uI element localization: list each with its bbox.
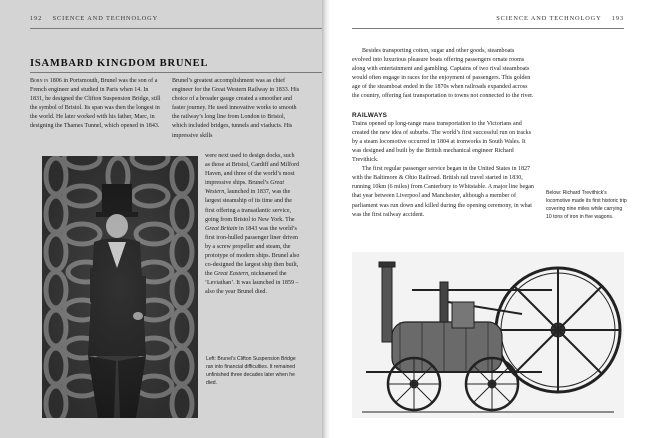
intro-text: in Portsmouth, Brunel was the son of a French engineer and studied in Paris when 14. In 1831, he designed the Clifton Suspension Bridge, still the symbol of Bristol. Its span was then the longest in the world. He later worked with his father, Marc, in designing the Thames Tunnel, which opened in 1843. — [30, 78, 161, 130]
locomotive-illustration-icon — [352, 252, 624, 418]
left-running-head — [30, 15, 158, 22]
right-header-rule — [352, 28, 624, 29]
book-gutter-shadow — [322, 0, 330, 438]
brunel-chains-photo-icon — [42, 156, 198, 418]
ships-text-3: in 1843 was the world’s first iron-hulled passenger liner driven by a screw propeller and steam, the prototype of modern ships. Brunel also co-designed the largest ship then built, the — [205, 225, 300, 278]
ships-text-4: , nicknamed the ‘Leviathan’. It was launched in 1859 – also the year Brunel died. — [205, 271, 299, 296]
railways-paragraph-2: The first regular passenger service began in the United States in 1827 with the Baltimore & Ohio Railroad. British rail travel started in 1830, running 10km (6 miles) from Canterbury to Whitstable. A major line began that year between Liverpool and Manchester, although a member of parliament was run down and killed during the opening ceremony, in what was the first railway accident. — [352, 166, 534, 218]
ships-text-2: , launched in 1837, was the largest steamship of its time and the first offering a transatlantic service, going from Bristol to New York. The — [205, 189, 295, 223]
right-engraving-caption: Below: Richard Trevithick’s locomotive made its first historic trip covering nine miles while carrying 10 tons of iron in five wagons. — [546, 190, 627, 220]
right-column — [352, 47, 534, 220]
railways-subhead: RAILWAYS — [352, 111, 388, 119]
section-title: ISAMBARD KINGDOM BRUNEL — [30, 58, 209, 69]
railways-paragraph-1: Trains opened up long-range mass transportation to the Victorians and created the new idea of suburbs. The world’s first successful run on tracks by a steam locomotive occurred in 1804 at ironworks in South Wales. It was designed and built by the British mechanical engineer Richard Trevithick. — [352, 120, 532, 164]
brunel-ships-paragraph — [205, 152, 301, 298]
left-photo-caption: Left: Brunel’s Clifton Suspension Bridge ran into financial difficulties. It remained unfinished three decades later when he died. — [206, 356, 296, 386]
right-running-head — [496, 15, 624, 22]
left-running-head-text: SCIENCE AND TECHNOLOGY — [52, 15, 159, 22]
left-page-number: 192 — [30, 15, 43, 22]
ship-name-great-eastern: Great Eastern — [213, 271, 249, 278]
left-column-2 — [172, 77, 300, 141]
right-page-number: 193 — [611, 15, 624, 22]
intro-smallcaps: Born in 1806 — [30, 78, 62, 84]
brunel-photograph — [42, 156, 198, 418]
ships-text-1: were next used to design docks, such as those at Bristol, Cardiff and Milford Haven, and three of the world’s most impressive ships. Brunel’s — [205, 153, 300, 187]
left-column-1 — [30, 77, 162, 132]
left-column-2-continued — [205, 152, 301, 298]
brunel-accomplishment-paragraph: Brunel’s greatest accomplishment was as chief engineer for the Great Western Railway in 1833. His choice of a broader gauge created a smoother and faster journey. He used innovative works to smooth the railway’s long line from London to Bristol, which included bridges, tunnels and viaducts. His impressive skills — [172, 78, 300, 139]
right-running-head-text: SCIENCE AND TECHNOLOGY — [496, 15, 602, 22]
trevithick-locomotive-engraving — [352, 252, 624, 418]
steamboat-paragraph: Besides transporting cotton, sugar and other goods, steamboats evolved into luxurious pleasure boats offering passengers ornate rooms along with entertainment and gambling. Captains of two rival steamboats would often engage in races for the enjoyment of passengers. This golden age of the steamboat ended in the 1870s when railroads expanded across the country, offering fast transportation to towns not connected to the river. — [352, 48, 534, 100]
ship-name-great-britain: Great Britain — [205, 225, 238, 232]
brunel-intro-paragraph — [30, 77, 162, 132]
ship-name-great-western: Great Western — [205, 180, 285, 196]
